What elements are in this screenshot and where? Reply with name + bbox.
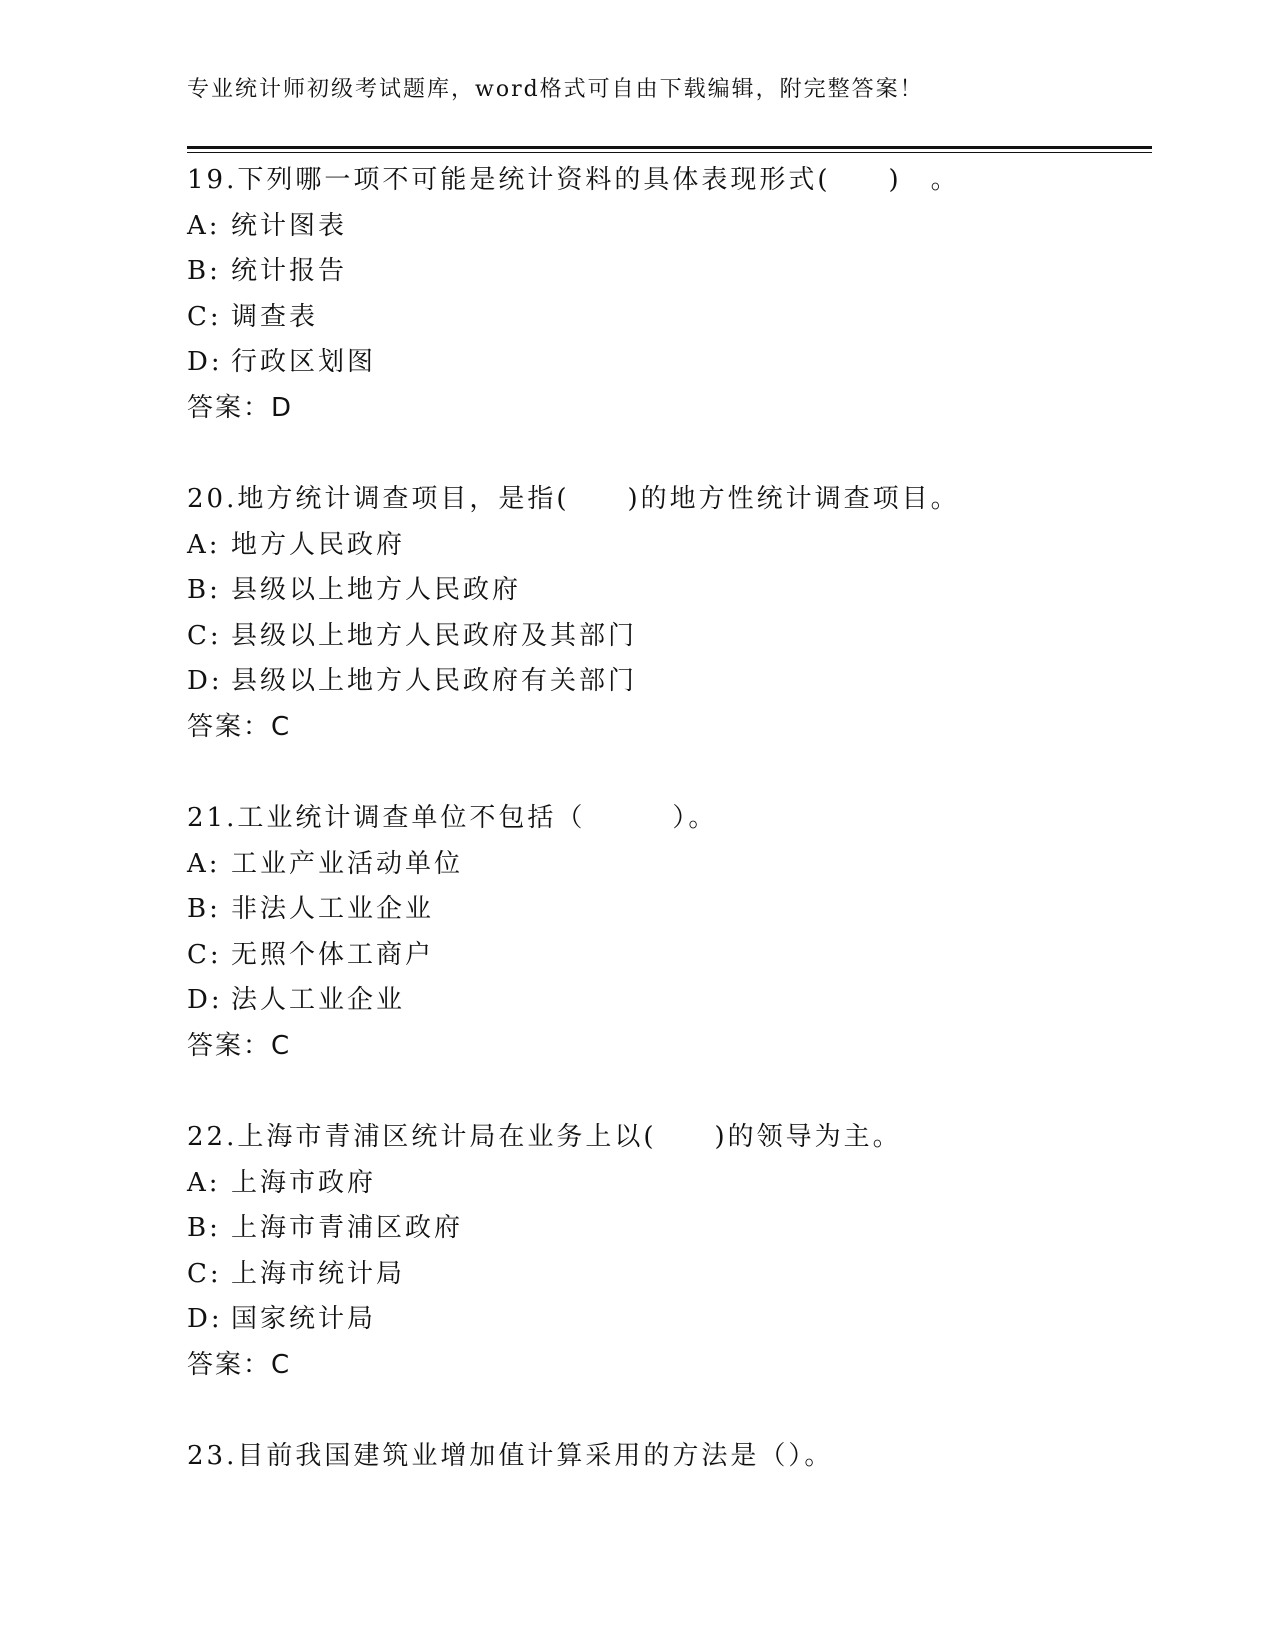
option-c — [187, 295, 1152, 341]
option-key: B: — [187, 575, 221, 605]
option-b — [187, 887, 1152, 933]
question-23 — [187, 1434, 1152, 1480]
header-rule-thick — [187, 146, 1152, 149]
option-text: 县级以上地方人民政府及其部门 — [231, 620, 638, 651]
option-text: 法人工业企业 — [231, 985, 406, 1015]
question-list — [187, 158, 1152, 1526]
question-stem: 23.目前我国建筑业增加值计算采用的方法是（）。 — [187, 1441, 834, 1471]
question-stem: 20.地方统计调查项目，是指( )的地方性统计调查项目。 — [187, 484, 960, 514]
option-text: 县级以上地方人民政府有关部门 — [231, 666, 638, 696]
question-stem: 19.下列哪一项不可能是统计资料的具体表现形式( ) 。 — [187, 165, 960, 195]
option-text: 无照个体工商户 — [231, 939, 435, 970]
option-key: C: — [187, 620, 222, 651]
option-b — [187, 1206, 1152, 1252]
question-20 — [187, 477, 1152, 750]
option-key: D: — [187, 985, 223, 1015]
option-d — [187, 978, 1152, 1024]
option-text: 行政区划图 — [231, 347, 377, 377]
option-text: 县级以上地方人民政府 — [231, 575, 522, 605]
question-stem: 21.工业统计调查单位不包括（ ）。 — [187, 803, 718, 833]
option-key: A: — [187, 1167, 221, 1198]
question-21 — [187, 796, 1152, 1069]
option-text: 工业产业活动单位 — [231, 848, 464, 879]
option-d — [187, 659, 1152, 705]
option-key: D: — [187, 347, 223, 377]
question-19 — [187, 158, 1152, 431]
option-text: 调查表 — [231, 301, 319, 332]
option-text: 上海市统计局 — [231, 1258, 406, 1289]
option-key: D: — [187, 1304, 223, 1334]
option-d — [187, 340, 1152, 386]
option-a — [187, 1161, 1152, 1207]
option-text: 地方人民政府 — [231, 529, 406, 560]
option-text: 统计报告 — [231, 256, 348, 286]
option-key: B: — [187, 1213, 221, 1243]
option-text: 非法人工业企业 — [231, 894, 435, 924]
option-a — [187, 204, 1152, 250]
option-key: A: — [187, 848, 221, 879]
question-stem: 22.上海市青浦区统计局在业务上以( )的领导为主。 — [187, 1122, 902, 1152]
answer-line: 答案：C — [187, 1349, 292, 1380]
option-key: B: — [187, 256, 221, 286]
option-c — [187, 933, 1152, 979]
option-a — [187, 523, 1152, 569]
option-key: A: — [187, 210, 221, 241]
page-header: 专业统计师初级考试题库，word格式可自由下载编辑，附完整答案！ — [187, 77, 924, 102]
option-d — [187, 1297, 1152, 1343]
option-c — [187, 614, 1152, 660]
answer-line: 答案：D — [187, 392, 294, 423]
option-text: 上海市政府 — [231, 1167, 377, 1198]
option-text: 国家统计局 — [231, 1304, 377, 1334]
option-key: C: — [187, 301, 222, 332]
option-b — [187, 568, 1152, 614]
answer-line: 答案：C — [187, 1030, 292, 1061]
option-key: B: — [187, 894, 221, 924]
option-text: 统计图表 — [231, 210, 348, 241]
option-key: C: — [187, 939, 222, 970]
option-key: D: — [187, 666, 223, 696]
option-key: A: — [187, 529, 221, 560]
option-key: C: — [187, 1258, 222, 1289]
option-text: 上海市青浦区政府 — [231, 1213, 464, 1243]
header-rule-thin — [187, 152, 1152, 153]
answer-line: 答案：C — [187, 711, 292, 742]
option-a — [187, 842, 1152, 888]
question-22 — [187, 1115, 1152, 1388]
option-c — [187, 1252, 1152, 1298]
option-b — [187, 249, 1152, 295]
